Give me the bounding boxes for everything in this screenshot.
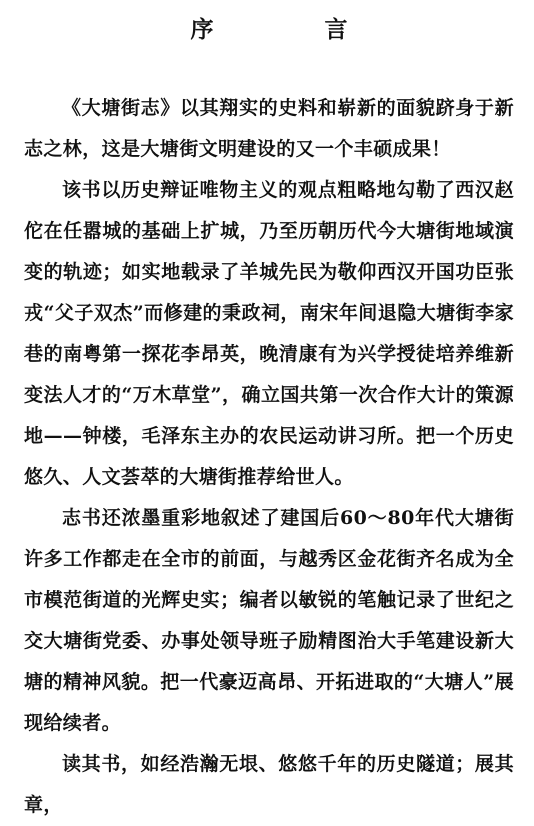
paragraph-3: 志书还浓墨重彩地叙述了建国后60～80年代大塘街许多工作都走在全市的前面，与越秀区金花街齐名成为全市模范街道的光辉史实；编者以敏锐的笔触记录了世纪之交大塘街党委、办事处领导班子励精图治大手笔建设新大塘的精神风貌。把一代豪迈高昂、开拓进取的“大塘人”展现给续者。: [24, 507, 514, 734]
paragraph-4: 读其书，如经浩瀚无垠、悠悠千年的历史隧道；展其章，: [24, 753, 514, 816]
document-body: [24, 88, 514, 826]
page-title: 序 言: [190, 17, 392, 43]
paragraph-2: 该书以历史辩证唯物主义的观点粗略地勾勒了西汉赵佗在任嚣城的基础上扩城，乃至历朝历代今大塘街地域演变的轨迹；如实地载录了羊城先民为敬仰西汉开国功臣张戎“父子双杰”而修建的秉政祠，南宋年间退隐大塘街李家巷的南粤第一探花李昂英，晚清康有为兴学授徒培养维新变法人才的“万木草堂”，确立国共第一次合作大计的策源地——钟楼，毛泽东主办的农民运动讲习所。把一个历史悠久、人文荟萃的大塘街推荐给世人。: [24, 179, 514, 488]
paragraph-1: 《大塘街志》以其翔实的史料和崭新的面貌跻身于新志之林，这是大塘街文明建设的又一个丰硕成果！: [24, 97, 514, 160]
